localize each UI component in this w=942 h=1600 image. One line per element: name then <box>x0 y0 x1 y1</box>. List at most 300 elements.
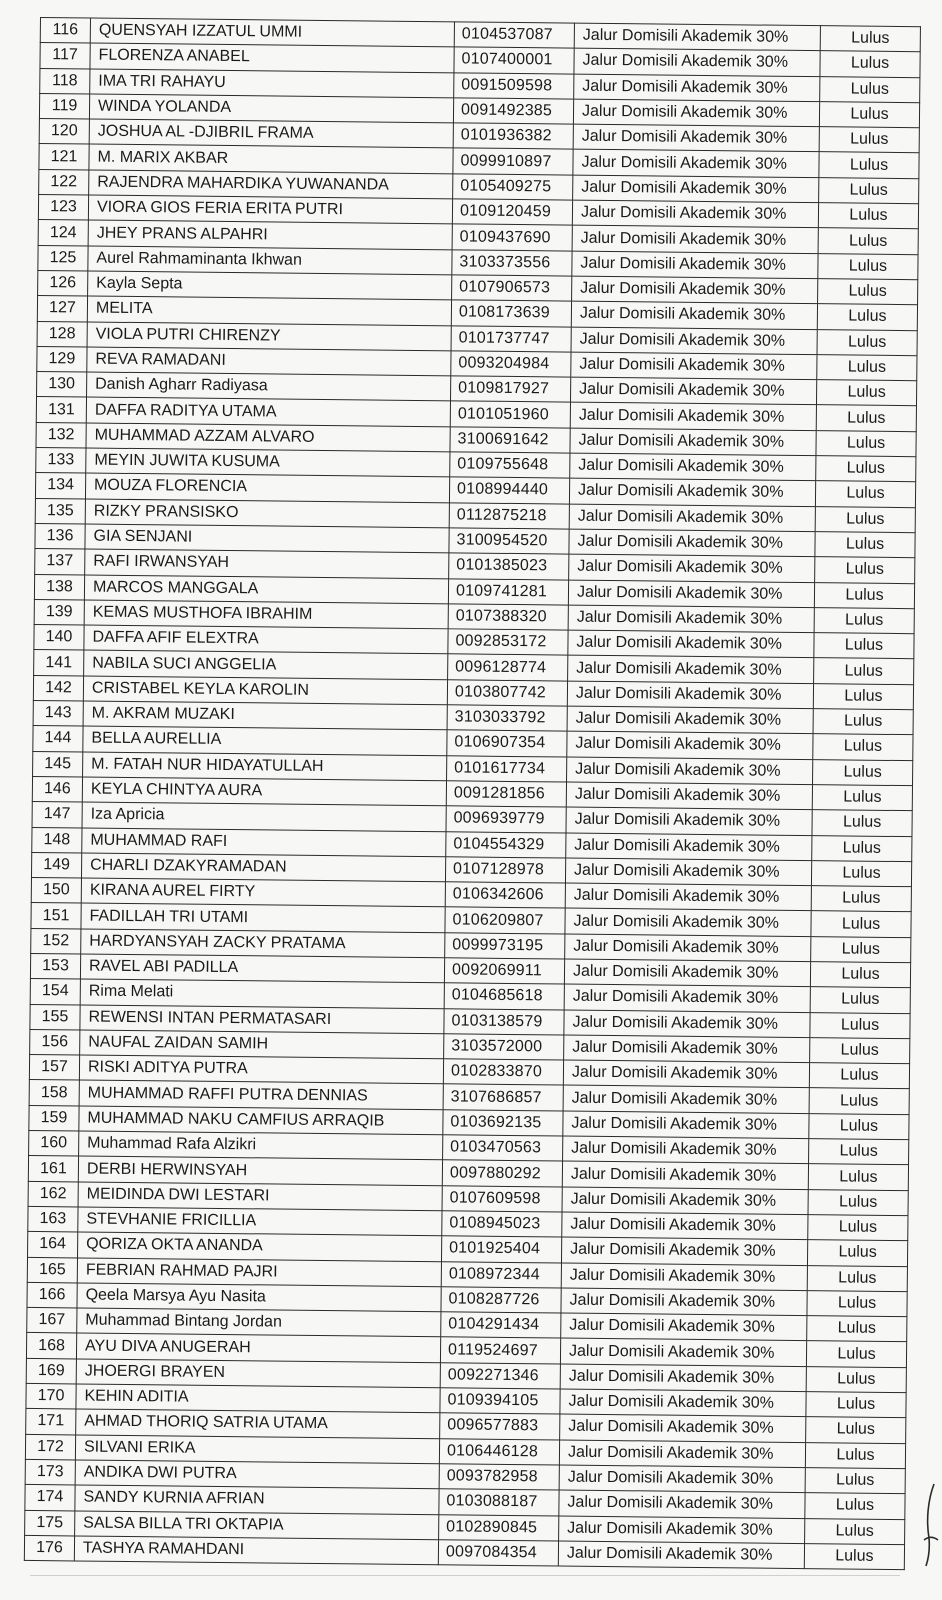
nisn-cell: 0108994440 <box>449 477 569 504</box>
status-cell: Lulus <box>816 380 916 406</box>
nisn-cell: 0091281856 <box>446 781 566 808</box>
nisn-cell: 0101617734 <box>447 755 567 782</box>
nisn-cell: 0109120459 <box>452 199 572 226</box>
nisn-cell: 0093204984 <box>451 351 571 378</box>
status-cell: Lulus <box>805 1518 905 1544</box>
nisn-cell: 3100691642 <box>450 427 570 454</box>
status-cell: Lulus <box>816 430 916 456</box>
name-cell: MELITA <box>87 296 451 325</box>
nisn-cell: 0103470563 <box>443 1135 563 1162</box>
name-cell: KEYLA CHINTYA AURA <box>82 777 446 806</box>
path-cell: Jalur Domisili Akademik 30% <box>565 858 811 886</box>
status-cell: Lulus <box>810 962 910 988</box>
no-cell: 138 <box>34 574 84 600</box>
nisn-cell: 0105409275 <box>453 174 573 201</box>
no-cell: 148 <box>32 827 82 853</box>
nisn-cell: 0104554329 <box>446 831 566 858</box>
path-cell: Jalur Domisili Akademik 30% <box>566 807 812 835</box>
no-cell: 150 <box>31 878 81 904</box>
status-cell: Lulus <box>812 835 912 861</box>
nisn-cell: 0097880292 <box>442 1160 562 1187</box>
name-cell: Muhammad Rafa Alzikri <box>79 1131 443 1160</box>
path-cell: Jalur Domisili Akademik 30% <box>568 605 814 633</box>
path-cell: Jalur Domisili Akademik 30% <box>573 124 819 152</box>
path-cell: Jalur Domisili Akademik 30% <box>565 883 811 911</box>
no-cell: 160 <box>29 1131 79 1157</box>
name-cell: MUHAMMAD NAKU CAMFIUS ARRAQIB <box>79 1106 443 1135</box>
no-cell: 168 <box>26 1333 76 1359</box>
no-cell: 172 <box>25 1434 75 1460</box>
no-cell: 126 <box>38 270 88 296</box>
name-cell: STEVHANIE FRICILLIA <box>78 1207 442 1236</box>
no-cell: 140 <box>34 625 84 651</box>
path-cell: Jalur Domisili Akademik 30% <box>564 959 810 987</box>
nisn-cell: 0099910897 <box>453 148 573 175</box>
path-cell: Jalur Domisili Akademik 30% <box>566 782 812 810</box>
no-cell: 155 <box>30 1004 80 1030</box>
nisn-cell: 0109741281 <box>448 578 568 605</box>
name-cell: MUHAMMAD AZZAM ALVARO <box>86 423 450 452</box>
name-cell: SANDY KURNIA AFRIAN <box>75 1485 439 1514</box>
status-cell: Lulus <box>810 987 910 1013</box>
path-cell: Jalur Domisili Akademik 30% <box>564 1035 810 1063</box>
no-cell: 123 <box>38 195 88 221</box>
status-cell: Lulus <box>812 785 912 811</box>
nisn-cell: 0091509598 <box>454 72 574 99</box>
no-cell: 143 <box>33 700 83 726</box>
no-cell: 134 <box>35 473 85 499</box>
status-cell: Lulus <box>819 102 919 128</box>
no-cell: 121 <box>39 144 89 170</box>
path-cell: Jalur Domisili Akademik 30% <box>568 630 814 658</box>
path-cell: Jalur Domisili Akademik 30% <box>573 175 819 203</box>
no-cell: 159 <box>29 1105 79 1131</box>
name-cell: AYU DIVA ANUGERAH <box>76 1333 440 1362</box>
no-cell: 128 <box>37 321 87 347</box>
path-cell: Jalur Domisili Akademik 30% <box>560 1414 806 1442</box>
status-cell: Lulus <box>813 734 913 760</box>
no-cell: 141 <box>34 650 84 676</box>
name-cell: DAFFA AFIF ELEXTRA <box>84 625 448 654</box>
nisn-cell: 0106446128 <box>439 1438 559 1465</box>
nisn-cell: 0093782958 <box>439 1464 559 1491</box>
nisn-cell: 0107388320 <box>448 604 568 631</box>
status-cell: Lulus <box>810 1012 910 1038</box>
nisn-cell: 0101936382 <box>453 123 573 150</box>
name-cell: NABILA SUCI ANGGELIA <box>84 650 448 679</box>
status-cell: Lulus <box>811 860 911 886</box>
nisn-cell: 0107128978 <box>445 857 565 884</box>
status-cell: Lulus <box>815 506 915 532</box>
no-cell: 176 <box>24 1535 74 1561</box>
path-cell: Jalur Domisili Akademik 30% <box>572 200 818 228</box>
nisn-cell: 0101737747 <box>451 325 571 352</box>
name-cell: RISKI ADITYA PUTRA <box>79 1055 443 1084</box>
no-cell: 118 <box>40 68 90 94</box>
no-cell: 117 <box>40 43 90 69</box>
name-cell: QUENSYAH IZZATUL UMMI <box>90 18 454 47</box>
path-cell: Jalur Domisili Akademik 30% <box>569 529 815 557</box>
no-cell: 136 <box>35 523 85 549</box>
name-cell: MEYIN JUWITA KUSUMA <box>86 448 450 477</box>
no-cell: 153 <box>30 953 80 979</box>
path-cell: Jalur Domisili Akademik 30% <box>569 504 815 532</box>
name-cell: SILVANI ERIKA <box>75 1435 439 1464</box>
status-cell: Lulus <box>813 683 913 709</box>
path-cell: Jalur Domisili Akademik 30% <box>574 48 820 76</box>
status-cell: Lulus <box>807 1265 907 1291</box>
no-cell: 129 <box>37 346 87 372</box>
no-cell: 161 <box>28 1156 78 1182</box>
no-cell: 145 <box>33 751 83 777</box>
nisn-cell: 0106209807 <box>445 907 565 934</box>
name-cell: HARDYANSYAH ZACKY PRATAMA <box>81 929 445 958</box>
name-cell: IMA TRI RAHAYU <box>90 69 454 98</box>
name-cell: MEIDINDA DWI LESTARI <box>78 1182 442 1211</box>
status-cell: Lulus <box>805 1442 905 1468</box>
nisn-cell: 3100954520 <box>449 528 569 555</box>
path-cell: Jalur Domisili Akademik 30% <box>570 428 816 456</box>
no-cell: 130 <box>37 372 87 398</box>
no-cell: 167 <box>27 1308 77 1334</box>
no-cell: 173 <box>25 1459 75 1485</box>
no-cell: 149 <box>31 852 81 878</box>
no-cell: 142 <box>33 675 83 701</box>
name-cell: CRISTABEL KEYLA KAROLIN <box>83 676 447 705</box>
no-cell: 163 <box>28 1206 78 1232</box>
status-cell: Lulus <box>816 456 916 482</box>
nisn-cell: 3103033792 <box>447 705 567 732</box>
path-cell: Jalur Domisili Akademik 30% <box>567 681 813 709</box>
student-results-table <box>24 17 921 1570</box>
path-cell: Jalur Domisili Akademik 30% <box>560 1338 806 1366</box>
no-cell: 133 <box>36 448 86 474</box>
status-cell: Lulus <box>814 607 914 633</box>
path-cell: Jalur Domisili Akademik 30% <box>565 934 811 962</box>
no-cell: 154 <box>30 979 80 1005</box>
status-cell: Lulus <box>804 1543 904 1569</box>
path-cell: Jalur Domisili Akademik 30% <box>567 731 813 759</box>
page-edge-line <box>30 1575 900 1576</box>
status-cell: Lulus <box>818 253 918 279</box>
name-cell: JOSHUA AL -DJIBRIL FRAMA <box>89 119 453 148</box>
nisn-cell: 0107400001 <box>454 47 574 74</box>
status-cell: Lulus <box>817 304 917 330</box>
table-body <box>24 18 920 1570</box>
path-cell: Jalur Domisili Akademik 30% <box>562 1212 808 1240</box>
path-cell: Jalur Domisili Akademik 30% <box>574 23 820 51</box>
status-cell: Lulus <box>809 1088 909 1114</box>
nisn-cell: 0092271346 <box>440 1363 560 1390</box>
path-cell: Jalur Domisili Akademik 30% <box>561 1288 807 1316</box>
name-cell: MARCOS MANGGALA <box>84 575 448 604</box>
path-cell: Jalur Domisili Akademik 30% <box>568 580 814 608</box>
path-cell: Jalur Domisili Akademik 30% <box>561 1263 807 1291</box>
name-cell: RAJENDRA MAHARDIKA YUWANANDA <box>89 170 453 199</box>
no-cell: 127 <box>37 296 87 322</box>
path-cell: Jalur Domisili Akademik 30% <box>562 1161 808 1189</box>
status-cell: Lulus <box>807 1290 907 1316</box>
name-cell: MOUZA FLORENCIA <box>85 473 449 502</box>
no-cell: 157 <box>29 1055 79 1081</box>
path-cell: Jalur Domisili Akademik 30% <box>570 377 816 405</box>
nisn-cell: 0092069911 <box>444 958 564 985</box>
path-cell: Jalur Domisili Akademik 30% <box>571 301 817 329</box>
no-cell: 147 <box>32 802 82 828</box>
status-cell: Lulus <box>818 228 918 254</box>
name-cell: DAFFA RADITYA UTAMA <box>86 397 450 426</box>
nisn-cell: 0101385023 <box>449 553 569 580</box>
nisn-cell: 0109817927 <box>450 376 570 403</box>
status-cell: Lulus <box>806 1341 906 1367</box>
nisn-cell: 0103692135 <box>443 1110 563 1137</box>
no-cell: 166 <box>27 1282 77 1308</box>
path-cell: Jalur Domisili Akademik 30% <box>563 1111 809 1139</box>
path-cell: Jalur Domisili Akademik 30% <box>561 1237 807 1265</box>
status-cell: Lulus <box>806 1392 906 1418</box>
status-cell: Lulus <box>814 658 914 684</box>
status-cell: Lulus <box>820 76 920 102</box>
status-cell: Lulus <box>817 329 917 355</box>
status-cell: Lulus <box>815 481 915 507</box>
status-cell: Lulus <box>812 810 912 836</box>
name-cell: REVA RAMADANI <box>87 347 451 376</box>
path-cell: Jalur Domisili Akademik 30% <box>573 150 819 178</box>
status-cell: Lulus <box>818 203 918 229</box>
nisn-cell: 0096577883 <box>440 1413 560 1440</box>
path-cell: Jalur Domisili Akademik 30% <box>563 1136 809 1164</box>
name-cell: Rima Melati <box>80 979 444 1008</box>
status-cell: Lulus <box>808 1189 908 1215</box>
name-cell: QORIZA OKTA ANANDA <box>78 1232 442 1261</box>
path-cell: Jalur Domisili Akademik 30% <box>572 251 818 279</box>
path-cell: Jalur Domisili Akademik 30% <box>559 1440 805 1468</box>
no-cell: 171 <box>26 1409 76 1435</box>
no-cell: 146 <box>32 776 82 802</box>
no-cell: 175 <box>25 1510 75 1536</box>
nisn-cell: 0119524697 <box>440 1337 560 1364</box>
path-cell: Jalur Domisili Akademik 30% <box>563 1060 809 1088</box>
name-cell: MUHAMMAD RAFFI PUTRA DENNIAS <box>79 1080 443 1109</box>
nisn-cell: 0106907354 <box>447 730 567 757</box>
no-cell: 120 <box>39 119 89 145</box>
nisn-cell: 0102890845 <box>439 1514 559 1541</box>
status-cell: Lulus <box>811 936 911 962</box>
no-cell: 158 <box>29 1080 79 1106</box>
name-cell: M. FATAH NUR HIDAYATULLAH <box>83 752 447 781</box>
no-cell: 174 <box>25 1485 75 1511</box>
name-cell: JHEY PRANS ALPAHRI <box>88 220 452 249</box>
status-cell: Lulus <box>820 26 920 52</box>
path-cell: Jalur Domisili Akademik 30% <box>559 1490 805 1518</box>
name-cell: BELLA AURELLIA <box>83 726 447 755</box>
no-cell: 151 <box>31 903 81 929</box>
status-cell: Lulus <box>807 1240 907 1266</box>
name-cell: FLORENZA ANABEL <box>90 43 454 72</box>
path-cell: Jalur Domisili Akademik 30% <box>573 99 819 127</box>
name-cell: TASHYA RAMAHDANI <box>74 1536 438 1565</box>
path-cell: Jalur Domisili Akademik 30% <box>574 74 820 102</box>
nisn-cell: 0091492385 <box>453 98 573 125</box>
no-cell: 165 <box>27 1257 77 1283</box>
nisn-cell: 0108945023 <box>442 1211 562 1238</box>
no-cell: 164 <box>28 1232 78 1258</box>
nisn-cell: 0104685618 <box>444 983 564 1010</box>
name-cell: AHMAD THORIQ SATRIA UTAMA <box>76 1409 440 1438</box>
path-cell: Jalur Domisili Akademik 30% <box>571 352 817 380</box>
no-cell: 119 <box>39 93 89 119</box>
path-cell: Jalur Domisili Akademik 30% <box>560 1389 806 1417</box>
nisn-cell: 3103572000 <box>444 1034 564 1061</box>
no-cell: 139 <box>34 599 84 625</box>
nisn-cell: 0092853172 <box>448 629 568 656</box>
nisn-cell: 3107686857 <box>443 1084 563 1111</box>
path-cell: Jalur Domisili Akademik 30% <box>561 1313 807 1341</box>
no-cell: 116 <box>40 18 90 44</box>
name-cell: DERBI HERWINSYAH <box>78 1156 442 1185</box>
status-cell: Lulus <box>814 582 914 608</box>
name-cell: MUHAMMAD RAFI <box>82 827 446 856</box>
name-cell: REWENSI INTAN PERMATASARI <box>80 1005 444 1034</box>
status-cell: Lulus <box>820 51 920 77</box>
name-cell: FADILLAH TRI UTAMI <box>81 903 445 932</box>
name-cell: KEMAS MUSTHOFA IBRAHIM <box>84 600 448 629</box>
name-cell: Danish Agharr Radiyasa <box>87 372 451 401</box>
path-cell: Jalur Domisili Akademik 30% <box>569 554 815 582</box>
no-cell: 170 <box>26 1383 76 1409</box>
status-cell: Lulus <box>814 633 914 659</box>
name-cell: RAVEL ABI PADILLA <box>80 954 444 983</box>
status-cell: Lulus <box>811 911 911 937</box>
status-cell: Lulus <box>818 279 918 305</box>
name-cell: KEHIN ADITIA <box>76 1384 440 1413</box>
no-cell: 131 <box>36 397 86 423</box>
status-cell: Lulus <box>805 1468 905 1494</box>
nisn-cell: 0112875218 <box>449 502 569 529</box>
path-cell: Jalur Domisili Akademik 30% <box>559 1465 805 1493</box>
path-cell: Jalur Domisili Akademik 30% <box>564 984 810 1012</box>
nisn-cell: 0109437690 <box>452 224 572 251</box>
status-cell: Lulus <box>809 1139 909 1165</box>
path-cell: Jalur Domisili Akademik 30% <box>560 1364 806 1392</box>
name-cell: RAFI IRWANSYAH <box>85 549 449 578</box>
path-cell: Jalur Domisili Akademik 30% <box>565 908 811 936</box>
status-cell: Lulus <box>808 1215 908 1241</box>
nisn-cell: 0103807742 <box>447 680 567 707</box>
name-cell: WINDA YOLANDA <box>89 94 453 123</box>
no-cell: 144 <box>33 726 83 752</box>
no-cell: 135 <box>35 498 85 524</box>
status-cell: Lulus <box>816 405 916 431</box>
no-cell: 162 <box>28 1181 78 1207</box>
name-cell: M. MARIX AKBAR <box>89 145 453 174</box>
name-cell: Muhammad Bintang Jordan <box>77 1308 441 1337</box>
nisn-cell: 0103088187 <box>439 1489 559 1516</box>
nisn-cell: 0104291434 <box>441 1312 561 1339</box>
nisn-cell: 0108972344 <box>441 1261 561 1288</box>
no-cell: 124 <box>38 220 88 246</box>
status-cell: Lulus <box>809 1113 909 1139</box>
nisn-cell: 0108287726 <box>441 1287 561 1314</box>
status-cell: Lulus <box>811 886 911 912</box>
nisn-cell: 0106342606 <box>445 882 565 909</box>
path-cell: Jalur Domisili Akademik 30% <box>564 1010 810 1038</box>
nisn-cell: 0102833870 <box>443 1059 563 1086</box>
nisn-cell: 0101051960 <box>450 401 570 428</box>
name-cell: Kayla Septa <box>88 271 452 300</box>
nisn-cell: 0103138579 <box>444 1008 564 1035</box>
path-cell: Jalur Domisili Akademik 30% <box>563 1086 809 1114</box>
nisn-cell: 0096939779 <box>446 806 566 833</box>
no-cell: 156 <box>30 1029 80 1055</box>
name-cell: Iza Apricia <box>82 802 446 831</box>
nisn-cell: 0109394105 <box>440 1388 560 1415</box>
no-cell: 152 <box>31 928 81 954</box>
no-cell: 125 <box>38 245 88 271</box>
name-cell: VIORA GIOS FERIA ERITA PUTRI <box>88 195 452 224</box>
path-cell: Jalur Domisili Akademik 30% <box>558 1541 804 1569</box>
no-cell: 132 <box>36 422 86 448</box>
name-cell: JHOERGI BRAYEN <box>76 1359 440 1388</box>
nisn-cell: 0107906573 <box>452 275 572 302</box>
name-cell: Aurel Rahmaminanta Ikhwan <box>88 246 452 275</box>
name-cell: RIZKY PRANSISKO <box>85 499 449 528</box>
nisn-cell: 0107609598 <box>442 1185 562 1212</box>
name-cell: KIRANA AUREL FIRTY <box>81 878 445 907</box>
nisn-cell: 0099973195 <box>445 932 565 959</box>
name-cell: ANDIKA DWI PUTRA <box>75 1460 439 1489</box>
path-cell: Jalur Domisili Akademik 30% <box>572 225 818 253</box>
name-cell: M. AKRAM MUZAKI <box>83 701 447 730</box>
path-cell: Jalur Domisili Akademik 30% <box>567 706 813 734</box>
status-cell: Lulus <box>806 1366 906 1392</box>
status-cell: Lulus <box>815 532 915 558</box>
status-cell: Lulus <box>819 177 919 203</box>
status-cell: Lulus <box>819 127 919 153</box>
nisn-cell: 0101925404 <box>441 1236 561 1263</box>
path-cell: Jalur Domisili Akademik 30% <box>568 655 814 683</box>
path-cell: Jalur Domisili Akademik 30% <box>572 276 818 304</box>
status-cell: Lulus <box>809 1063 909 1089</box>
name-cell: NAUFAL ZAIDAN SAMIH <box>80 1030 444 1059</box>
nisn-cell: 3103373556 <box>452 249 572 276</box>
path-cell: Jalur Domisili Akademik 30% <box>567 757 813 785</box>
path-cell: Jalur Domisili Akademik 30% <box>566 833 812 861</box>
status-cell: Lulus <box>806 1417 906 1443</box>
name-cell: FEBRIAN RAHMAD PAJRI <box>77 1258 441 1287</box>
no-cell: 122 <box>39 169 89 195</box>
status-cell: Lulus <box>805 1493 905 1519</box>
status-cell: Lulus <box>817 355 917 381</box>
nisn-cell: 0108173639 <box>451 300 571 327</box>
status-cell: Lulus <box>810 1037 910 1063</box>
status-cell: Lulus <box>808 1164 908 1190</box>
nisn-cell: 0096128774 <box>448 654 568 681</box>
status-cell: Lulus <box>807 1316 907 1342</box>
path-cell: Jalur Domisili Akademik 30% <box>570 453 816 481</box>
no-cell: 169 <box>26 1358 76 1384</box>
path-cell: Jalur Domisili Akademik 30% <box>569 478 815 506</box>
name-cell: CHARLI DZAKYRAMADAN <box>81 853 445 882</box>
name-cell: VIOLA PUTRI CHIRENZY <box>87 322 451 351</box>
nisn-cell: 0104537087 <box>454 22 574 49</box>
name-cell: SALSA BILLA TRI OKTAPIA <box>75 1510 439 1539</box>
status-cell: Lulus <box>813 759 913 785</box>
nisn-cell: 0097084354 <box>438 1540 558 1567</box>
path-cell: Jalur Domisili Akademik 30% <box>559 1516 805 1544</box>
path-cell: Jalur Domisili Akademik 30% <box>570 403 816 431</box>
name-cell: GIA SENJANI <box>85 524 449 553</box>
